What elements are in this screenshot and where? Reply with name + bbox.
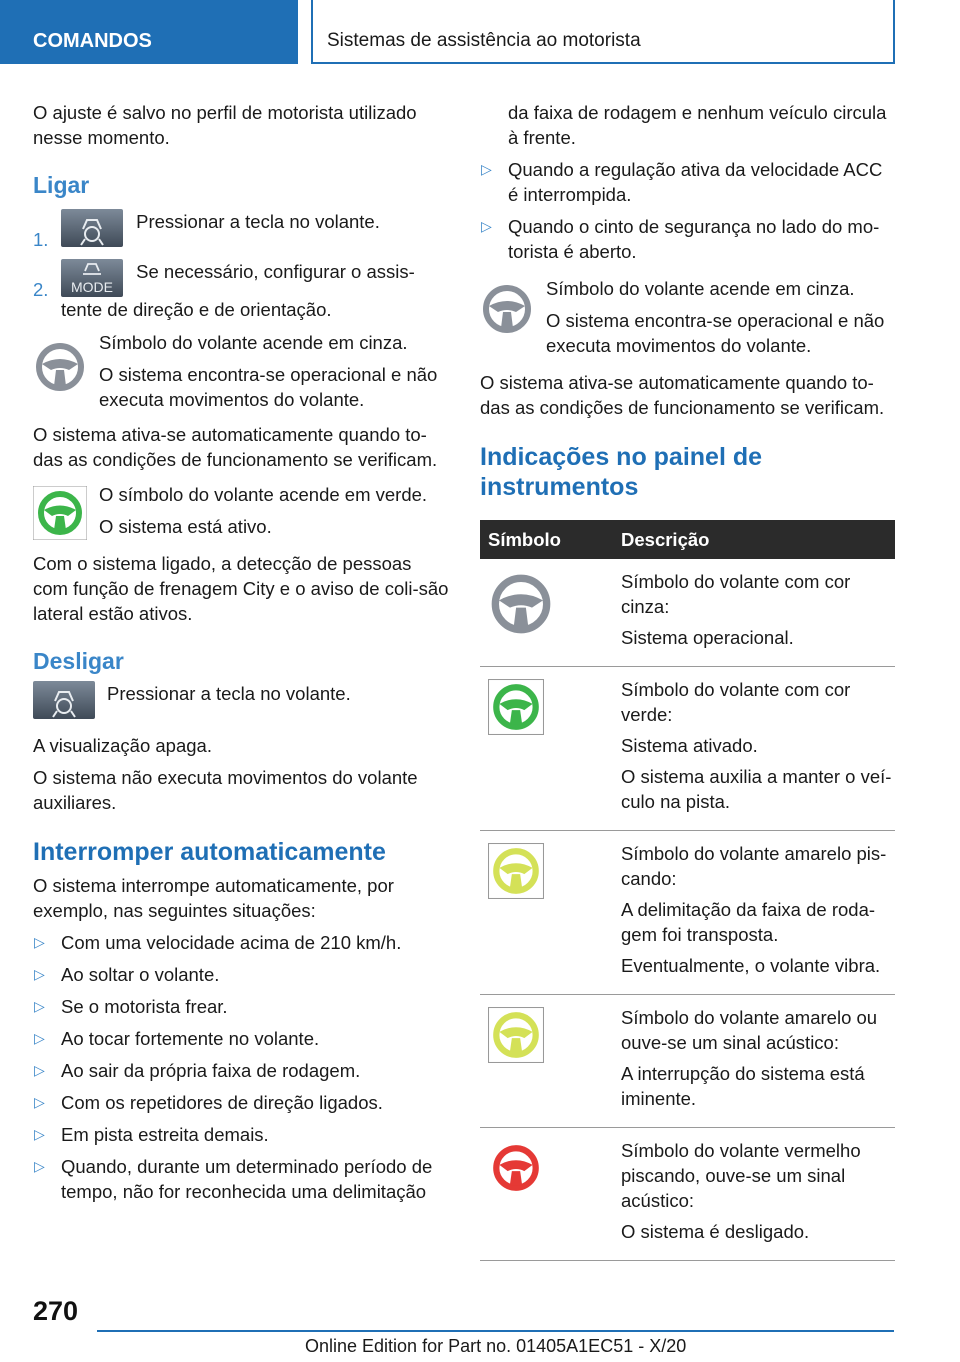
section-tab: COMANDOS (0, 0, 298, 64)
steering-wheel-red-icon (488, 1140, 544, 1196)
indicator-table (480, 520, 895, 1261)
grey-wheel-line-2: O sistema encontra-se operacional e não executa movimentos do volante. (99, 364, 438, 410)
heading-indicacoes: Indicações no painel de instrumentos (480, 443, 763, 501)
left-column (33, 100, 449, 1211)
off-text: Pressionar a tecla no volante. (107, 683, 351, 704)
edition-text: Online Edition for Part no. 01405A1EC51 - X/20 (305, 1336, 687, 1356)
list-item: ▷ Com os repetidores de direção ligados. (34, 1092, 383, 1113)
row-line: Símbolo do volante vermelho piscando, ouve-se um sinal acústico: (621, 1140, 861, 1211)
steering-wheel-green-icon (33, 486, 87, 540)
interrupt-list (33, 930, 449, 1204)
heading-ligar: Ligar (33, 172, 90, 198)
right-column (480, 100, 895, 1261)
steering-wheel-yellow-icon (488, 1007, 544, 1063)
col-symbol: Símbolo (480, 520, 611, 559)
page-number: 270 (33, 1296, 79, 1326)
step-1 (33, 209, 449, 250)
off-paragraph-2: O sistema não executa movimentos do volante auxiliares. (33, 767, 418, 813)
table-row (480, 667, 895, 831)
row-line: A delimitação da faixa de roda-gem foi transposta. (621, 899, 876, 945)
heading-desligar: Desligar (33, 648, 124, 674)
steering-wheel-grey-icon (488, 571, 554, 637)
row-line: O sistema é desligado. (621, 1221, 810, 1242)
steering-wheel-grey-icon (480, 282, 534, 336)
grey-wheel-line-1: Símbolo do volante acende em cinza. (546, 278, 855, 299)
list-item: ▷ Quando a regulação ativa da velocidade ACC é interrompida. (481, 159, 883, 205)
row-line: A interrupção do sistema está iminente. (621, 1063, 865, 1109)
footer-divider (97, 1330, 894, 1332)
list-item: ▷ Ao sair da própria faixa de rodagem. (34, 1060, 361, 1081)
table-header (480, 520, 895, 559)
off-paragraph-1: A visualização apaga. (33, 735, 212, 756)
list-item: ▷ Se o motorista frear. (34, 996, 228, 1017)
city-paragraph: Com o sistema ligado, a detecção de pessoas com função de frenagem City e o aviso de coli-são lateral estão ativos. (33, 553, 449, 624)
interrupt-intro: O sistema interrompe automaticamente, por exemplo, nas seguintes situações: (33, 875, 394, 921)
list-item: ▷ Em pista estreita demais. (34, 1124, 269, 1145)
page-header (0, 0, 960, 66)
row-line: Símbolo do volante com cor verde: (621, 679, 851, 725)
continued-text: da faixa de rodagem e nenhum veículo circula à frente. (508, 102, 887, 148)
lane-assist-button-icon (61, 209, 123, 247)
chapter-title: Sistemas de assistência ao motorista (311, 0, 895, 64)
table-row (480, 1128, 895, 1261)
mode-button-icon (61, 259, 123, 297)
off-instruction (33, 681, 449, 721)
list-item: ▷ Quando, durante um determinado período de tempo, não for reconhecida uma delimitação (34, 1156, 433, 1202)
auto-activate-paragraph: O sistema ativa-se automaticamente quando to-das as condições de funcionamento se verificam. (33, 424, 438, 470)
green-wheel-line-1: O símbolo do volante acende em verde. (99, 484, 428, 505)
intro-paragraph: O ajuste é salvo no perfil de motorista utilizado nesse momento. (33, 102, 417, 148)
list-item: ▷ Ao tocar fortemente no volante. (34, 1028, 320, 1049)
step-text: Pressionar a tecla no volante. (136, 211, 380, 232)
step-number: 1. (33, 229, 49, 250)
grey-wheel-note (480, 276, 895, 358)
list-item: ▷ Com uma velocidade acima de 210 km/h. (34, 932, 402, 953)
list-item: ▷ Ao soltar o volante. (34, 964, 220, 985)
row-line: Símbolo do volante amarelo pis-cando: (621, 843, 887, 889)
mode-key-label: MODE (71, 279, 113, 295)
lane-assist-button-icon (33, 681, 95, 719)
step-2 (33, 259, 449, 322)
row-line: Símbolo do volante amarelo ou ouve-se um sinal acústico: (621, 1007, 878, 1053)
row-line: Eventualmente, o volante vibra. (621, 955, 881, 976)
col-description: Descrição (611, 520, 895, 559)
row-line: Sistema ativado. (621, 735, 758, 756)
green-wheel-line-2: O sistema está ativo. (99, 516, 272, 537)
steering-wheel-grey-icon (33, 340, 87, 394)
grey-wheel-line-2: O sistema encontra-se operacional e não executa movimentos do volante. (546, 310, 885, 356)
grey-wheel-note (33, 330, 449, 412)
table-row (480, 995, 895, 1128)
row-line: Sistema operacional. (621, 627, 794, 648)
row-line: Símbolo do volante com cor cinza: (621, 571, 851, 617)
green-wheel-note (33, 482, 449, 539)
step-number: 2. (33, 279, 49, 300)
steering-wheel-yellow-blinking-icon (488, 843, 544, 899)
table-row (480, 559, 895, 667)
auto-activate-paragraph: O sistema ativa-se automaticamente quando to-das as condições de funcionamento se verificam. (480, 372, 885, 418)
heading-interromper: Interromper automaticamente (33, 838, 386, 866)
grey-wheel-line-1: Símbolo do volante acende em cinza. (99, 332, 408, 353)
step-text: Se necessário, configurar o assis-tente de direção e de orientação. (61, 261, 415, 320)
list-item: ▷ Quando o cinto de segurança no lado do mo-torista é aberto. (481, 216, 880, 262)
row-line: O sistema auxilia a manter o veí-culo na pista. (621, 766, 892, 812)
table-row (480, 831, 895, 995)
steering-wheel-green-icon (488, 679, 544, 735)
